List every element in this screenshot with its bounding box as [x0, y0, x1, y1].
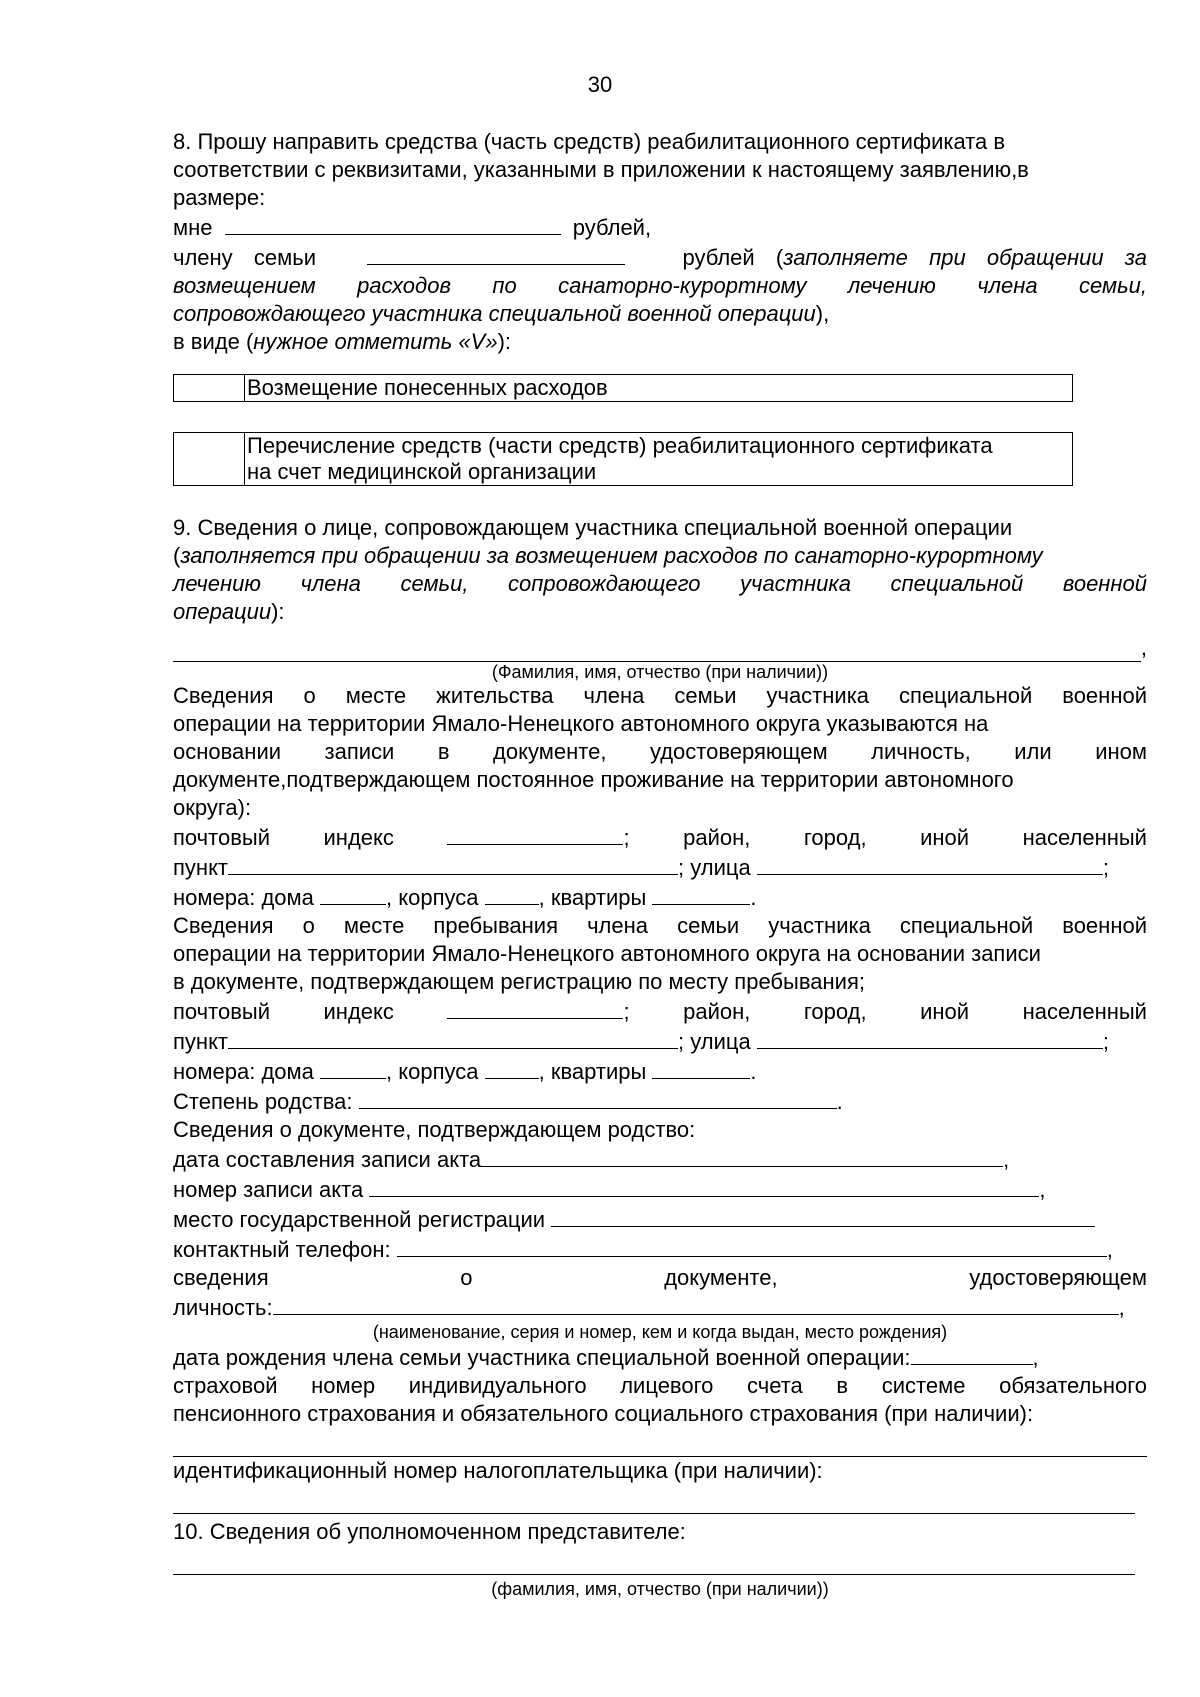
- locality-label: пункт: [173, 855, 229, 880]
- res-numbers-row: [173, 882, 1147, 912]
- note-italic-3: сопровождающего участника специальной военной операции: [173, 301, 816, 326]
- s9-italic-3: операции: [173, 599, 272, 624]
- s8-self-amount-row: [173, 212, 1147, 242]
- house-label: номера: дома: [173, 1059, 314, 1084]
- district-label: район, город, иной населенный: [683, 825, 1147, 850]
- building-label: , корпуса: [386, 1059, 479, 1084]
- option-transfer-line-2: на счет медицинской организации: [247, 459, 597, 484]
- act-date-field[interactable]: [481, 1144, 1003, 1167]
- vide-label: в виде (: [173, 329, 254, 354]
- snils-field[interactable]: [173, 1434, 1147, 1457]
- district-label: район, город, иной населенный: [683, 999, 1147, 1024]
- s8-line-1: 8. Прошу направить средства (часть средств) реабилитационного сертификата в: [173, 129, 1006, 154]
- birth-label: дата рождения члена семьи участника специальной военной операции:: [173, 1345, 911, 1370]
- stay-numbers-row: [173, 1056, 1147, 1086]
- postal-label: почтовый индекс: [173, 825, 394, 850]
- option-reimbursement-label: Возмещение понесенных расходов: [245, 375, 1073, 402]
- inn-field[interactable]: [173, 1491, 1135, 1514]
- phone-field[interactable]: [397, 1234, 1107, 1257]
- fio-row: [173, 634, 1147, 662]
- rub-label: рублей,: [572, 215, 652, 240]
- s8-vide-line: [173, 328, 1147, 356]
- reg-place-label: место государственной регистрации: [173, 1207, 546, 1232]
- option-transfer-label: [245, 433, 1073, 486]
- act-date-row: [173, 1144, 1147, 1174]
- stay-apartment-field[interactable]: [652, 1056, 750, 1079]
- res-postal-field[interactable]: [447, 822, 623, 845]
- snils-line-2: пенсионного страхования и обязательного социального страхования (при наличии):: [173, 1401, 1034, 1426]
- reg-place-field[interactable]: [551, 1204, 1095, 1227]
- s9-line-2: [173, 542, 1147, 570]
- stay-postal-row: [173, 996, 1147, 1026]
- locality-label: пункт: [173, 1029, 229, 1054]
- apartment-label: , квартиры: [538, 885, 647, 910]
- vide-note: нужное отметить «V»: [253, 329, 498, 354]
- stay-line-3: в документе, подтверждающем регистрацию по месту пребывания;: [173, 969, 865, 994]
- stay-locality-row: [173, 1026, 1147, 1056]
- phone-row: [173, 1234, 1147, 1264]
- residence-line-2: операции на территории Ямало-Ненецкого автономного округа указываются на: [173, 711, 989, 736]
- s9-italic-1: заполняется при обращении за возмещением расходов по санаторно-курортному: [180, 543, 1043, 568]
- birth-row: [173, 1342, 1147, 1372]
- residence-line-4: документе,подтверждающем постоянное проживание на территории автономного: [173, 767, 1014, 792]
- option-transfer: [173, 432, 1073, 486]
- building-label: , корпуса: [386, 885, 479, 910]
- act-number-row: [173, 1174, 1147, 1204]
- s9-italic-2: лечению члена семьи, сопровождающего участника специальной военной: [173, 571, 1147, 596]
- representative-field[interactable]: [173, 1552, 1135, 1575]
- dot: .: [836, 1089, 843, 1114]
- s8-line-3: размере:: [173, 185, 266, 210]
- act-number-label: номер записи акта: [173, 1177, 364, 1202]
- s9-line-4: [173, 598, 1147, 626]
- semicolon: ;: [623, 825, 630, 850]
- family-amount-field[interactable]: [367, 242, 625, 265]
- id-doc-row: [173, 1292, 1147, 1322]
- street-label: ; улица: [678, 855, 751, 880]
- fio-comma: ,: [1140, 635, 1147, 660]
- stay-house-field[interactable]: [320, 1056, 386, 1079]
- document-body: [173, 128, 1147, 1599]
- s10-title: 10. Сведения об уполномоченном представителе:: [173, 1519, 686, 1544]
- comma: ,: [1118, 1295, 1125, 1320]
- id-doc-label: личность:: [173, 1295, 273, 1320]
- self-label: мне: [173, 215, 213, 240]
- rub-label-2: рублей (: [682, 245, 784, 270]
- note-end: ),: [815, 301, 830, 326]
- dot: .: [750, 1059, 757, 1084]
- apartment-label: , квартиры: [538, 1059, 647, 1084]
- s8-family-amount-row: [173, 242, 1147, 272]
- res-house-field[interactable]: [320, 882, 386, 905]
- fio-caption: (Фамилия, имя, отчество (при наличии)): [491, 662, 829, 682]
- comma: ,: [1003, 1147, 1010, 1172]
- id-doc-caption: (наименование, серия и номер, кем и когда выдан, место рождения): [372, 1322, 948, 1342]
- vide-end: ):: [497, 329, 512, 354]
- residence-line-5: округа):: [173, 795, 252, 820]
- s9-italic-end: ):: [271, 599, 285, 624]
- option-reimbursement: [173, 374, 1073, 402]
- act-date-label: дата составления записи акта: [173, 1147, 482, 1172]
- fio-field[interactable]: [173, 639, 1141, 662]
- residence-line-1: Сведения о месте жительства члена семьи участника специальной военной: [173, 683, 1147, 708]
- stay-building-field[interactable]: [485, 1056, 539, 1079]
- res-street-field[interactable]: [757, 852, 1103, 875]
- res-apartment-field[interactable]: [652, 882, 750, 905]
- id-doc-field[interactable]: [273, 1292, 1119, 1315]
- family-label: члену семьи: [173, 245, 317, 270]
- self-amount-field[interactable]: [225, 212, 561, 235]
- act-number-field[interactable]: [369, 1174, 1039, 1197]
- degree-label: Степень родства:: [173, 1089, 353, 1114]
- inn-label: идентификационный номер налогоплательщика (при наличии):: [173, 1458, 823, 1483]
- note-italic-1: заполняете при обращении за: [783, 245, 1147, 270]
- note-italic-2: возмещением расходов по санаторно-курортному лечению члена семьи,: [173, 273, 1147, 298]
- postal-label: почтовый индекс: [173, 999, 394, 1024]
- snils-line-1: страховой номер индивидуального лицевого счета в системе обязательного: [173, 1373, 1147, 1398]
- semicolon: ;: [1102, 1029, 1109, 1054]
- stay-line-1: Сведения о месте пребывания члена семьи участника специальной военной: [173, 913, 1147, 938]
- option-transfer-line-1: Перечисление средств (части средств) реабилитационного сертификата: [247, 433, 993, 458]
- comma: ,: [1106, 1237, 1113, 1262]
- stay-line-2: операции на территории Ямало-Ненецкого автономного округа на основании записи: [173, 941, 1041, 966]
- dot: .: [750, 885, 757, 910]
- comma: ,: [1039, 1177, 1046, 1202]
- s9-line-1: 9. Сведения о лице, сопровождающем участника специальной военной операции: [173, 515, 1013, 540]
- stay-street-field[interactable]: [757, 1026, 1103, 1049]
- res-locality-field[interactable]: [228, 852, 678, 875]
- checkbox-transfer[interactable]: [174, 433, 245, 486]
- id-doc-line-1: сведения о документе, удостоверяющем: [173, 1265, 1147, 1290]
- street-label: ; улица: [678, 1029, 751, 1054]
- stay-postal-field[interactable]: [447, 996, 623, 1019]
- page-number: 30: [587, 72, 613, 97]
- reg-place-row: [173, 1204, 1147, 1234]
- s8-note-line-3: [173, 300, 1147, 328]
- res-locality-row: [173, 852, 1147, 882]
- degree-row: [173, 1086, 1147, 1116]
- phone-label: контактный телефон:: [173, 1237, 391, 1262]
- paren-open: (: [173, 543, 181, 568]
- res-building-field[interactable]: [485, 882, 539, 905]
- birth-field[interactable]: [911, 1342, 1033, 1365]
- residence-line-3: основании записи в документе, удостоверяющем личность, или ином: [173, 739, 1147, 764]
- s8-line-2: соответствии с реквизитами, указанными в приложении к настоящему заявлению,в: [173, 157, 1029, 182]
- checkbox-reimbursement[interactable]: [174, 375, 245, 402]
- semicolon: ;: [1102, 855, 1109, 880]
- semicolon: ;: [623, 999, 630, 1024]
- res-postal-row: [173, 822, 1147, 852]
- representative-caption: (фамилия, имя, отчество (при наличии)): [491, 1579, 829, 1599]
- doc-relationship-heading: Сведения о документе, подтверждающем родство:: [173, 1117, 696, 1142]
- house-label: номера: дома: [173, 885, 314, 910]
- degree-field[interactable]: [359, 1086, 837, 1109]
- comma: ,: [1032, 1345, 1039, 1370]
- stay-locality-field[interactable]: [228, 1026, 678, 1049]
